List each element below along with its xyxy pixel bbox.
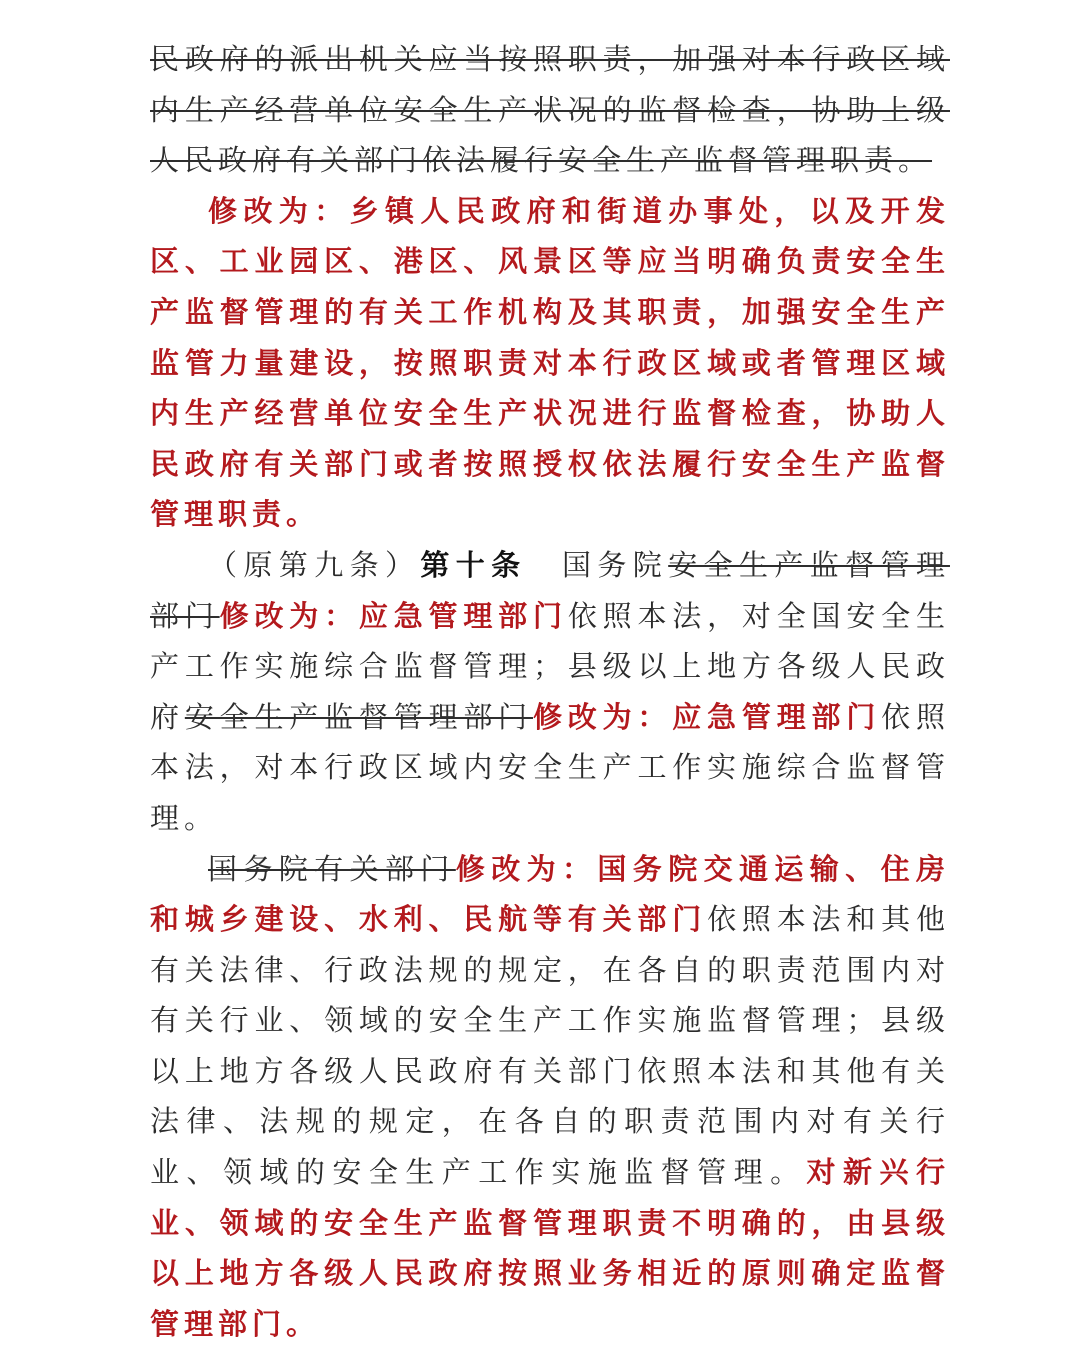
body-text: 国务院 bbox=[527, 548, 669, 582]
struck-text: 民政府的派出机关应当按照职责，加强对本行政区域内生产经营单位安全生产状况的监督检查，协助上级人民政府有关部门依法履行安全生产监督管理职责。 bbox=[150, 42, 950, 177]
original-article-note: （原第九条） bbox=[208, 548, 420, 582]
struck-text: 国务院有关部门 bbox=[208, 852, 456, 886]
revision-text: 修改为：应急管理部门 bbox=[533, 700, 881, 734]
revision-text: 修改为：应急管理部门 bbox=[220, 599, 568, 633]
body-text: 依照本法和其他有关法律、行政法规的规定，在各自的职责范围内对有关行业、领域的安全生产工作实施监督管理；县级以上地方各级人民政府有关部门依照本法和其他有关法律、法规的规定，在各自的职责范围内对有关行业、领域的安全生产工作实施监督管理。 bbox=[150, 902, 950, 1189]
body-text: 依照本法，对全国安全生产工作实施综合监督管理；县级以上地方各级人民政府 bbox=[150, 599, 950, 734]
paragraph-departments bbox=[150, 844, 950, 1349]
document-body bbox=[150, 34, 950, 1349]
struck-text: 安全生产监督管理部门 bbox=[150, 548, 950, 633]
paragraph-revision bbox=[150, 186, 950, 540]
revision-text: 修改为：乡镇人民政府和街道办事处，以及开发区、工业园区、港区、风景区等应当明确负责安全生产监督管理的有关工作机构及其职责，加强安全生产监管力量建设，按照职责对本行政区域或者管理区域内生产经营单位安全生产状况进行监督检查，协助人民政府有关部门或者按照授权依法履行安全生产监督管理职责。 bbox=[150, 194, 950, 532]
revision-text: 对新兴行业、领域的安全生产监督管理职责不明确的，由县级以上地方各级人民政府按照业务相近的原则确定监督管理部门。 bbox=[150, 1155, 950, 1341]
body-text: 依照本法，对本行政区域内安全生产工作实施综合监督管理。 bbox=[150, 700, 950, 835]
article-number: 第十条 bbox=[420, 548, 526, 582]
struck-text: 安全生产监督管理部门 bbox=[185, 700, 533, 734]
paragraph-struck-original bbox=[150, 34, 950, 186]
paragraph-article-10 bbox=[150, 540, 950, 844]
revision-text: 修改为：国务院交通运输、住房和城乡建设、水利、民航等有关部门 bbox=[150, 852, 950, 937]
